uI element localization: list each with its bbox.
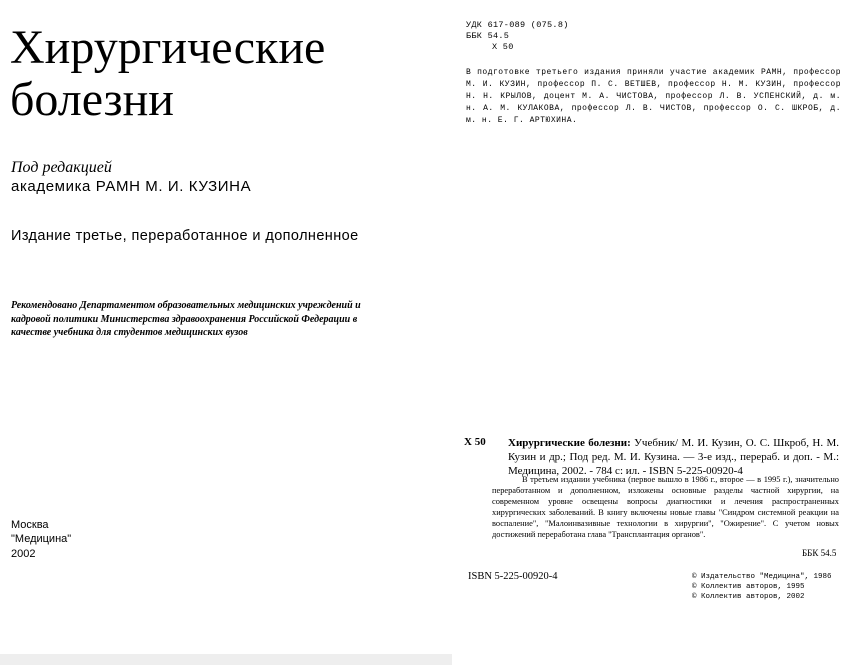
publisher-name: "Медицина" — [11, 533, 72, 545]
catalog-details: Учебник/ М. И. Кузин, О. С. Шкроб, Н. М. Кузин и др.; Под ред. М. И. Кузина. — 3-е изд., перераб. и доп. - М.: Медицина, 2002. - 784 с: ил. - ISBN 5-225-00920-4 — [508, 437, 839, 477]
catalog-entry — [508, 436, 839, 478]
edition-text: Издание третье, переработанное и дополненное — [11, 228, 359, 244]
recommendation-text: Рекомендовано Департаментом образовательных медицинских учреждений и кадровой политики Министерства здравоохранения Российской Федерации в качестве учебника для студентов медицинских вузов — [11, 300, 361, 338]
copyright-line-3: © Коллектив авторов, 2002 — [692, 593, 805, 601]
editor-label: Под редакцией — [11, 159, 112, 176]
copyright-line-1: © Издательство "Медицина", 1986 — [692, 573, 832, 581]
udc-code: УДК 617-089 (075.8) — [466, 20, 569, 30]
book-title — [10, 22, 325, 126]
isbn: ISBN 5-225-00920-4 — [468, 571, 558, 582]
title-line-2: болезни — [10, 73, 174, 126]
contributors-text: В подготовке третьего издания приняли участие академик РАМН, профессор М. И. КУЗИН, профессор П. С. ВЕТШЕВ, профессор Н. М. КУЗИН, профессор Н. Н. КРЫЛОВ, доцент М. А. ЧИСТОВА, профессор Л. В. УСПЕНСКИЙ, д. м. н. А. М. КУЛАКОВА, профессор Л. В. ЧИСТОВ, профессор О. С. ШКРОБ, д. м. н. Е. Г. АРТЮХИНА. — [466, 68, 841, 125]
catalog-code: Х 50 — [464, 436, 486, 448]
publication-year: 2002 — [11, 548, 36, 560]
copyright-line-2: © Коллектив авторов, 1995 — [692, 583, 805, 591]
title-line-1: Хирургические — [10, 21, 326, 74]
publication-city: Москва — [11, 519, 49, 531]
bbk-code: ББК 54.5 — [466, 31, 510, 41]
bbk-footer: ББК 54.5 — [802, 548, 837, 558]
page-bottom-edge — [0, 654, 452, 665]
editor-name: академика РАМН М. И. КУЗИНА — [11, 178, 252, 195]
catalog-title: Хирургические болезни: — [508, 437, 631, 449]
annotation-text: В третьем издании учебника (первое вышло в 1986 г., второе — в 1995 г.), значительно переработанном и дополненном, изложены основные разделы частной хирургии, на современном уровне освещены вопросы диагностики и лечения распространенных хирургических заболеваний. В книгу включены новые главы "Синдром системной реакции на воспаление", "Малоинвазивные технологии в хирургии", "Ожирение". С учетом новых достижений переработана глава "Трансплантация органов". — [492, 475, 839, 539]
classification-code: Х 50 — [492, 42, 514, 52]
copyright-page — [452, 0, 859, 665]
